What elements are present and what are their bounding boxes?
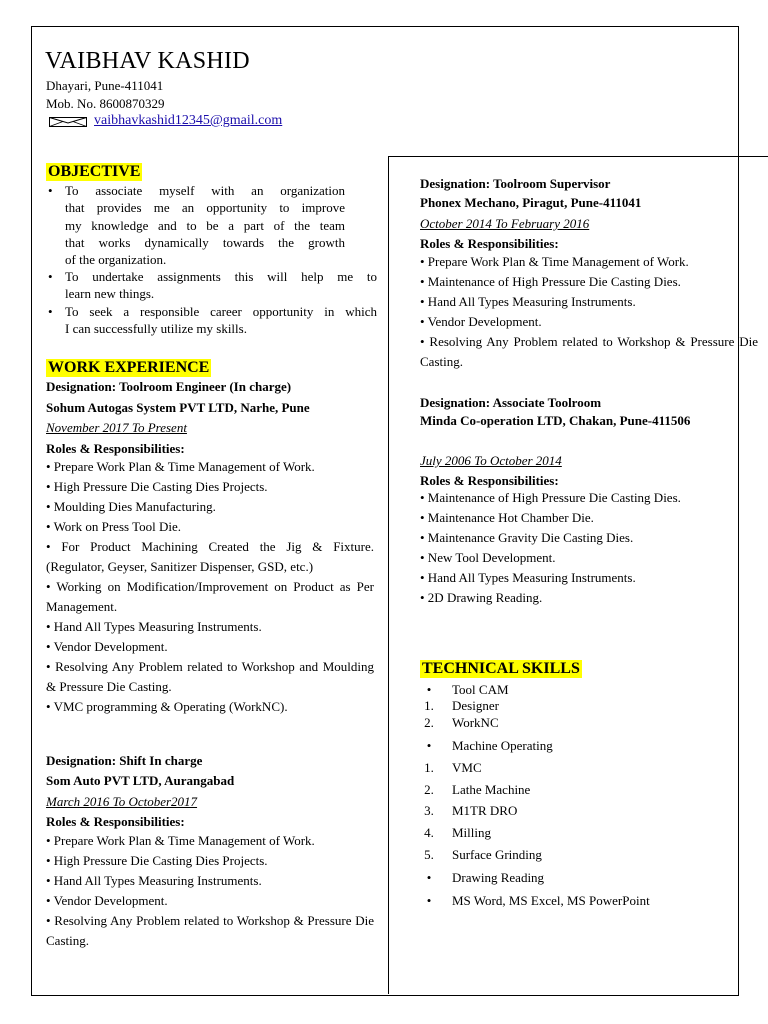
responsibility-item: • Resolving Any Problem related to Workshop & Pressure Die Casting.	[46, 913, 374, 948]
candidate-name: VAIBHAV KASHID	[45, 48, 250, 74]
responsibility-item: • High Pressure Die Casting Dies Projects.	[46, 479, 268, 494]
email-link[interactable]: vaibhavkashid12345@gmail.com	[94, 113, 283, 128]
responsibility-item: • Vendor Development.	[420, 314, 542, 329]
page-border-left	[31, 26, 32, 996]
objective-heading: OBJECTIVE	[48, 163, 141, 180]
responsibility-item: • Work on Press Tool Die.	[46, 519, 182, 534]
skill-label: Machine Operating	[452, 738, 553, 753]
skill-marker: 2.	[424, 715, 434, 730]
objective-line: that works dynamically towards the growth	[65, 234, 345, 250]
job-company: Som Auto PVT LTD, Aurangabad	[46, 773, 235, 788]
job-designation: Designation: Associate Toolroom	[420, 395, 602, 410]
objective-line: of the organization.	[65, 252, 167, 268]
responsibility-item: • Prepare Work Plan & Time Management of Work.	[46, 833, 315, 848]
job-dates: November 2017 To Present	[46, 420, 187, 435]
objective-line: that provides me an opportunity to improve	[65, 200, 345, 216]
job-dates: October 2014 To February 2016	[420, 216, 590, 231]
responsibility-item: • Maintenance of High Pressure Die Casting Dies.	[420, 274, 681, 289]
skill-marker: 4.	[424, 825, 434, 840]
objective-line: To undertake assignments this will help me to	[65, 269, 377, 284]
responsibility-item: • Hand All Types Measuring Instruments.	[420, 294, 636, 309]
skill-label: Milling	[452, 825, 492, 840]
responsibility-item: • Vendor Development.	[46, 639, 168, 654]
roles-label: Roles & Responsibilities:	[420, 473, 559, 488]
skill-marker: 1.	[424, 698, 434, 713]
header-divider	[388, 156, 768, 157]
responsibility-item: • For Product Machining Created the Jig & Fixture. (Regulator, Geyser, Sanitizer Dispenser, GSD, etc.)	[46, 539, 374, 574]
page-border-top	[31, 26, 738, 27]
job-responsibilities	[46, 831, 374, 951]
responsibility-item: • High Pressure Die Casting Dies Projects.	[46, 853, 268, 868]
responsibility-item: • Prepare Work Plan & Time Management of Work.	[46, 459, 315, 474]
job-dates: July 2006 To October 2014	[420, 453, 562, 468]
skill-marker: 2.	[424, 782, 434, 797]
page-border-right	[738, 26, 739, 996]
job-designation: Designation: Toolroom Engineer (In charge)	[46, 379, 292, 394]
skill-marker: •	[426, 682, 432, 697]
skill-marker: 3.	[424, 803, 434, 818]
responsibility-item: • VMC programming & Operating (WorkNC).	[46, 699, 288, 714]
mobile-number: Mob. No. 8600870329	[46, 96, 165, 111]
responsibility-item: • Resolving Any Problem related to Workshop and Moulding & Pressure Die Casting.	[46, 659, 374, 694]
skill-marker: •	[426, 870, 432, 885]
roles-label: Roles & Responsibilities:	[46, 441, 185, 456]
job-designation: Designation: Shift In charge	[46, 753, 203, 768]
job-responsibilities	[46, 457, 374, 717]
objective-line: To seek a responsible career opportunity in which	[65, 304, 377, 319]
responsibility-item: • Vendor Development.	[46, 893, 168, 908]
technical-skills-heading: TECHNICAL SKILLS	[422, 660, 580, 677]
skill-label: WorkNC	[452, 715, 499, 730]
skill-label: VMC	[452, 760, 482, 775]
job-designation: Designation: Toolroom Supervisor	[420, 176, 611, 191]
work-experience-heading: WORK EXPERIENCE	[48, 359, 210, 376]
responsibility-item: • Maintenance of High Pressure Die Casting Dies.	[420, 490, 681, 505]
objective-line: I can successfully utilize my skills.	[65, 321, 247, 337]
job-responsibilities	[420, 488, 712, 608]
responsibility-item: • Moulding Dies Manufacturing.	[46, 499, 216, 514]
objective-line: To associate myself with an organization	[65, 183, 345, 198]
skill-label: Lathe Machine	[452, 782, 531, 797]
skill-label: Designer	[452, 698, 499, 713]
responsibility-item: • Prepare Work Plan & Time Management of Work.	[420, 254, 689, 269]
skill-label: Surface Grinding	[452, 847, 542, 862]
responsibility-item: • 2D Drawing Reading.	[420, 590, 543, 605]
responsibility-item: • Hand All Types Measuring Instruments.	[46, 873, 262, 888]
responsibility-item: • Maintenance Gravity Die Casting Dies.	[420, 530, 634, 545]
job-responsibilities	[420, 252, 758, 372]
roles-label: Roles & Responsibilities:	[420, 236, 559, 251]
job-company: Minda Co-operation LTD, Chakan, Pune-411506	[420, 413, 691, 428]
responsibility-item: • Maintenance Hot Chamber Die.	[420, 510, 594, 525]
job-company: Phonex Mechano, Piragut, Pune-411041	[420, 195, 642, 210]
skill-marker: 1.	[424, 760, 434, 775]
responsibility-item: • Resolving Any Problem related to Workshop & Pressure Die Casting.	[420, 334, 758, 369]
skill-label: Tool CAM	[452, 682, 509, 697]
column-divider	[388, 156, 389, 994]
responsibility-item: • New Tool Development.	[420, 550, 556, 565]
skill-marker: •	[426, 738, 432, 753]
envelope-icon	[49, 117, 87, 127]
responsibility-item: • Hand All Types Measuring Instruments.	[46, 619, 262, 634]
skill-label: M1TR DRO	[452, 803, 518, 818]
skill-marker: 5.	[424, 847, 434, 862]
skill-label: Drawing Reading	[452, 870, 545, 885]
responsibility-item: • Working on Modification/Improvement on Product as Per Management.	[46, 579, 374, 614]
roles-label: Roles & Responsibilities:	[46, 814, 185, 829]
job-dates: March 2016 To October2017	[46, 794, 198, 809]
skill-label: MS Word, MS Excel, MS PowerPoint	[452, 893, 650, 908]
job-company: Sohum Autogas System PVT LTD, Narhe, Pune	[46, 400, 310, 415]
skill-marker: •	[426, 893, 432, 908]
responsibility-item: • Hand All Types Measuring Instruments.	[420, 570, 636, 585]
address: Dhayari, Pune-411041	[46, 78, 164, 93]
page-border-bottom	[31, 995, 739, 996]
objective-line: learn new things.	[65, 286, 155, 302]
objective-line: my knowledge and to be a part of the team	[65, 217, 345, 233]
